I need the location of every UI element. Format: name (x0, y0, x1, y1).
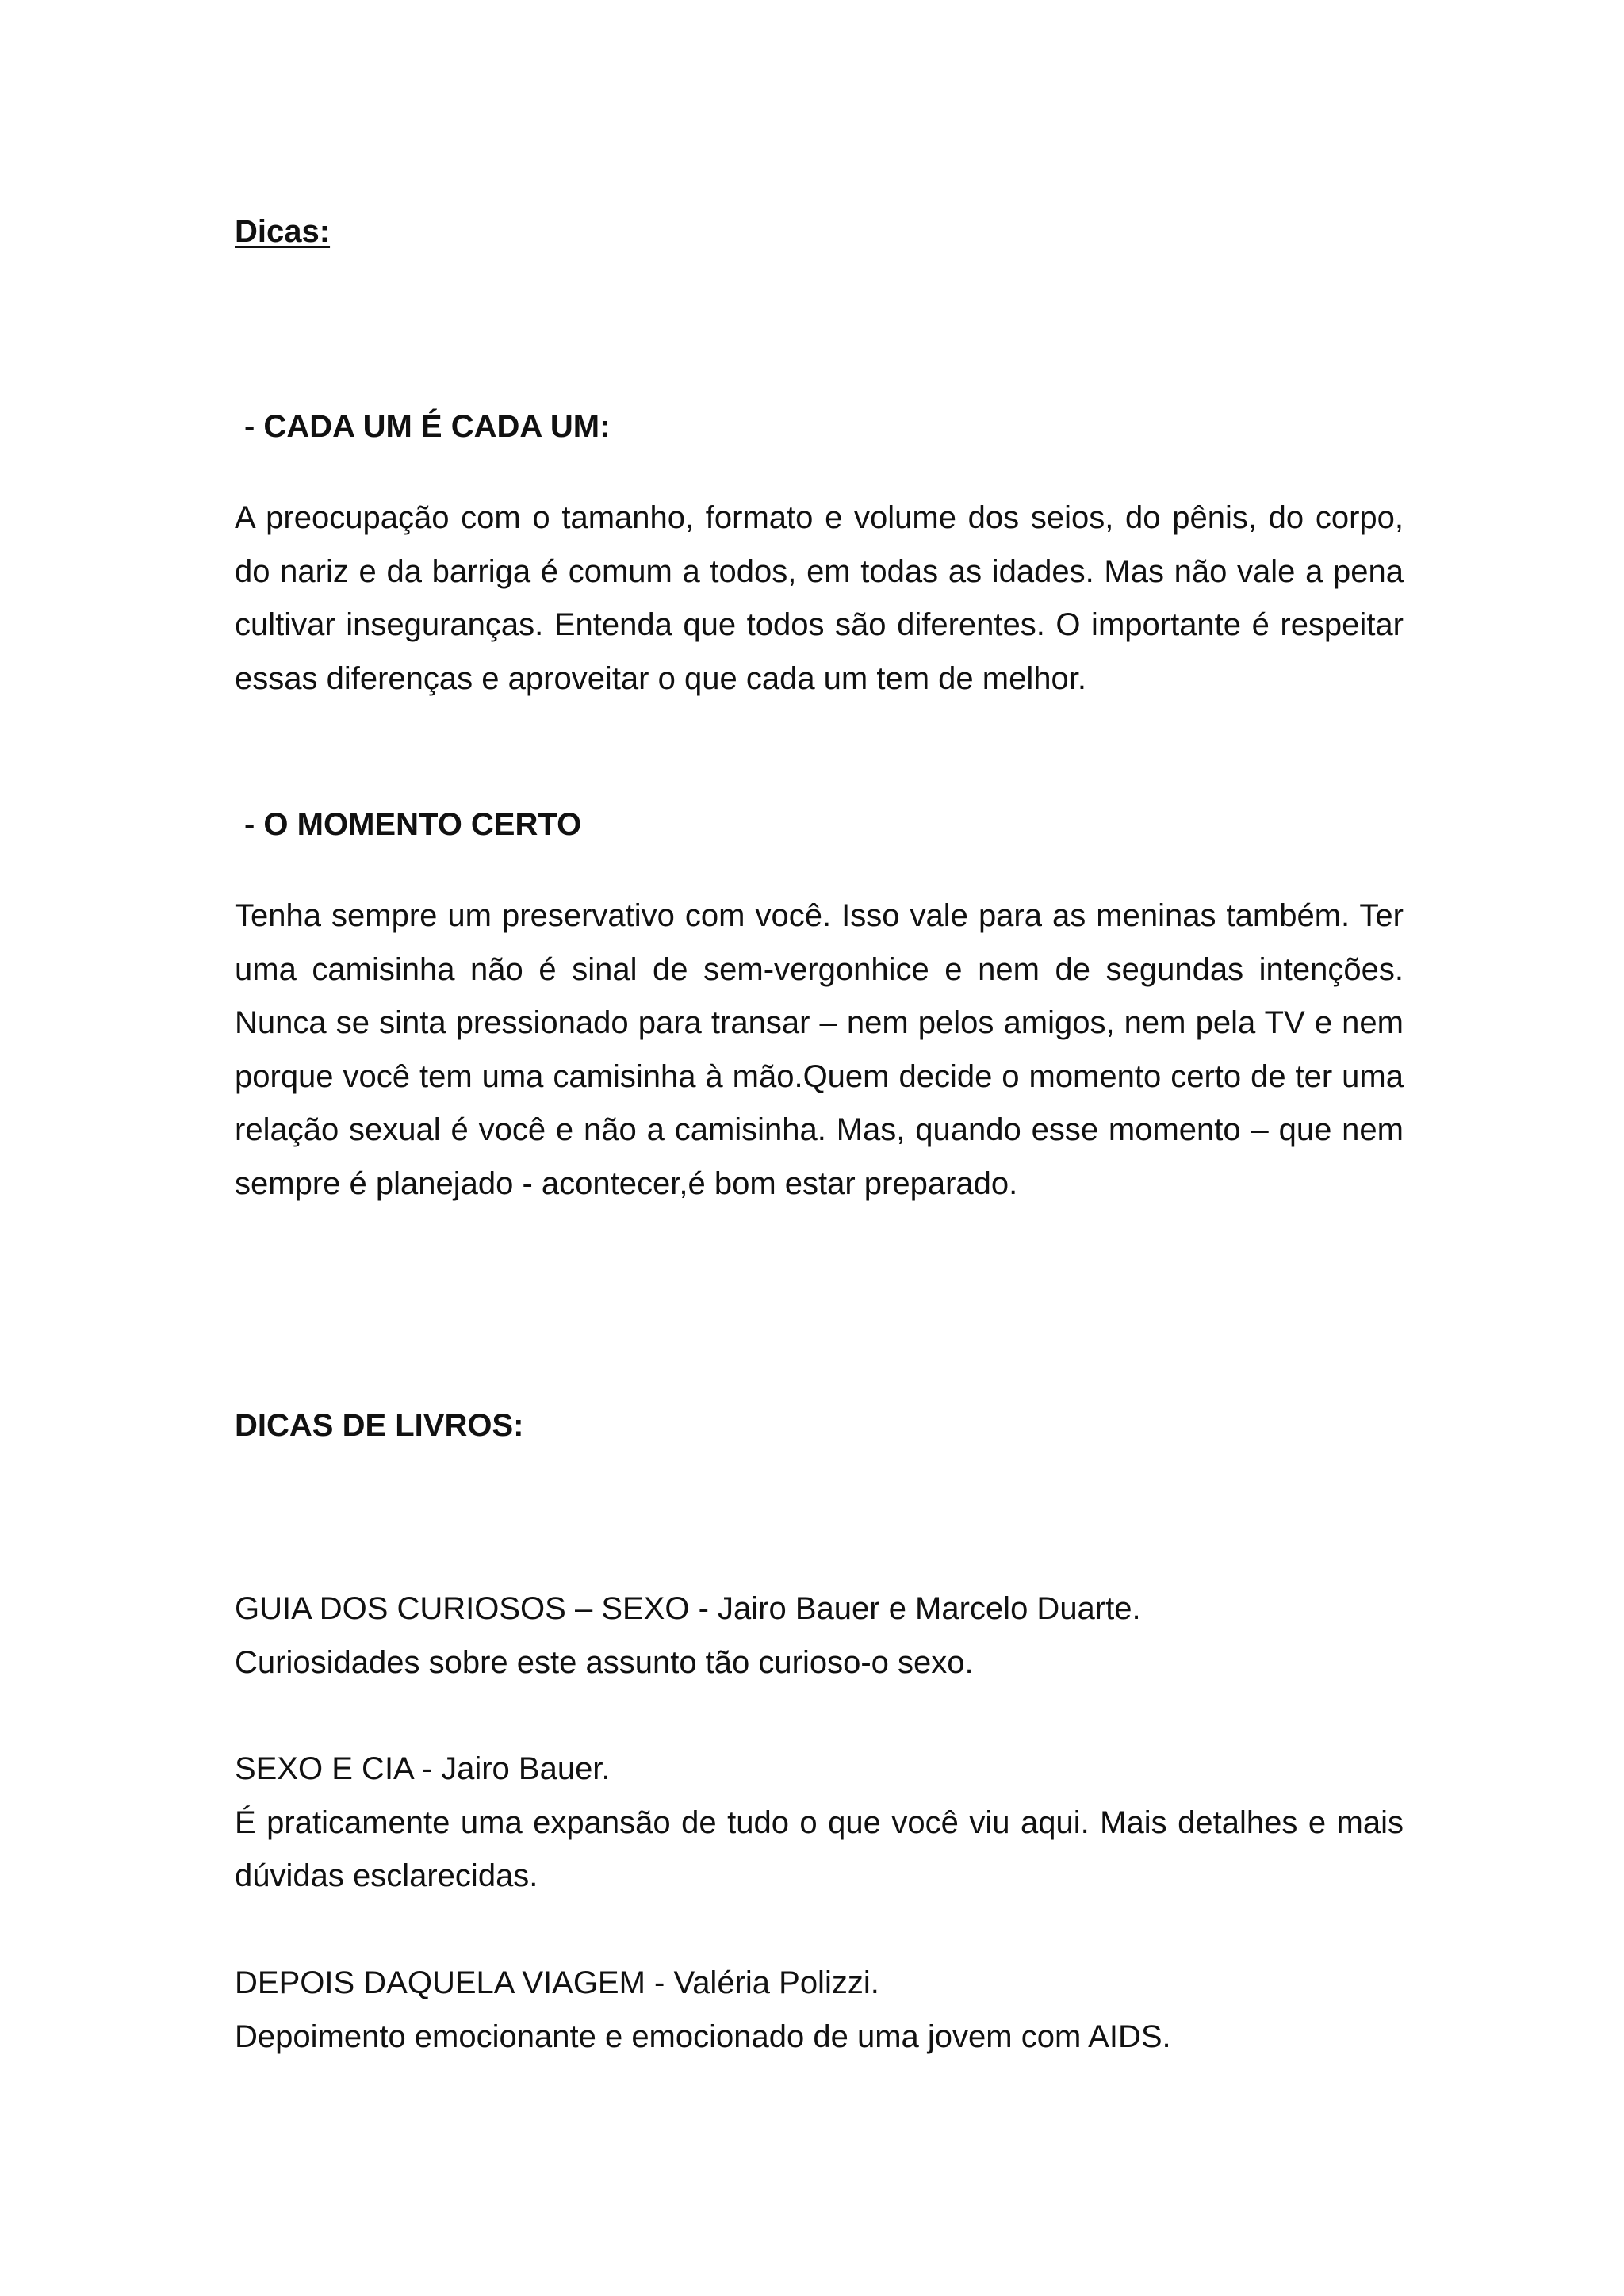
book-entry (235, 1957, 1404, 2064)
book-description: Curiosidades sobre este assunto tão curioso-o sexo. (235, 1644, 974, 1680)
section-heading-momento-certo: - O MOMENTO CERTO (244, 807, 582, 842)
section-paragraph-momento-certo: Tenha sempre um preservativo com você. Isso vale para as meninas também. Ter uma camisinha não é sinal de sem-vergonhice e nem de segundas intenções. Nunca se sinta pressionado para transar – nem pelos amigos, nem pela TV e nem porque você tem uma camisinha à mão.Quem decide o momento certo de ter uma relação sexual é você e não a camisinha. Mas, quando esse momento – que nem sempre é planejado - acontecer,é bom estar preparado. (235, 898, 1404, 1201)
book-title-line: DEPOIS DAQUELA VIAGEM - Valéria Polizzi. (235, 1965, 879, 2000)
page-title: Dicas: (235, 214, 331, 249)
books-heading: DICAS DE LIVROS: (235, 1408, 524, 1443)
book-description: Depoimento emocionante e emocionado de uma jovem com AIDS. (235, 2019, 1171, 2054)
book-entry (235, 1743, 1404, 1904)
section-paragraph-cada-um: A preocupação com o tamanho, formato e volume dos seios, do pênis, do corpo, do nariz e da barriga é comum a todos, em todas as idades. Mas não vale a pena cultivar inseguranças. Entenda que todos são diferentes. O importante é respeitar essas diferenças e aproveitar o que cada um tem de melhor. (235, 500, 1404, 696)
book-title-line: SEXO E CIA - Jairo Bauer. (235, 1751, 611, 1786)
book-description: É praticamente uma expansão de tudo o que você viu aqui. Mais detalhes e mais dúvidas esclarecidas. (235, 1804, 1404, 1893)
section-heading-cada-um: - CADA UM É CADA UM: (244, 409, 611, 444)
book-entry (235, 1582, 1404, 1689)
book-title-line: GUIA DOS CURIOSOS – SEXO - Jairo Bauer e Marcelo Duarte. (235, 1591, 1141, 1626)
